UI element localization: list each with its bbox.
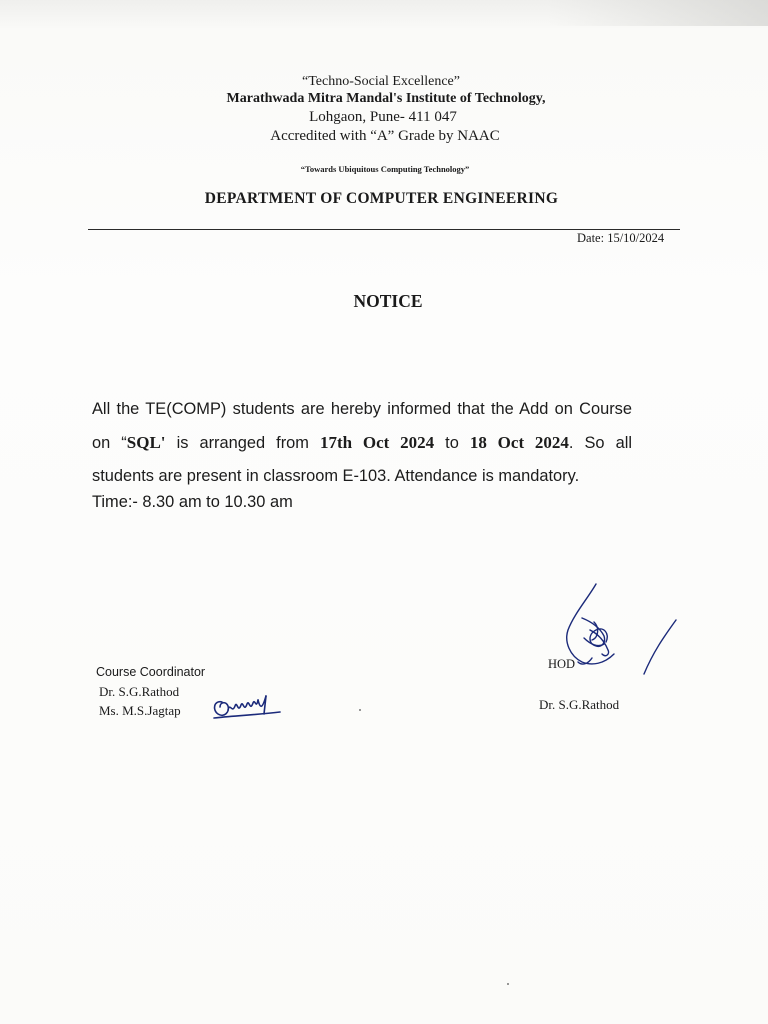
coordinator-name-2: Ms. M.S.Jagtap bbox=[99, 703, 181, 718]
course-name: SQL' bbox=[126, 433, 166, 452]
paper-speck bbox=[359, 709, 361, 711]
coordinator-label: Course Coordinator bbox=[96, 665, 206, 679]
coordinator-signature bbox=[208, 688, 288, 728]
coordinator-block bbox=[96, 663, 205, 720]
start-date: 17th Oct 2024 bbox=[320, 433, 435, 452]
institute-address: Lohgaon, Pune- 411 047 bbox=[309, 109, 457, 125]
line2-suffix: . So all bbox=[568, 434, 633, 452]
notice-time: Time:- 8.30 am to 10.30 am bbox=[92, 493, 293, 511]
line2-prefix: on “ bbox=[92, 434, 127, 452]
paper-speck bbox=[507, 983, 509, 985]
line2-mid: is arranged from bbox=[165, 434, 321, 452]
line2-to: to bbox=[434, 434, 470, 452]
institute-name: Marathwada Mitra Mandal's Institute of Technology, bbox=[226, 91, 546, 106]
notice-date: Date: 15/10/2024 bbox=[577, 231, 665, 245]
notice-line-2 bbox=[92, 426, 632, 460]
notice-body bbox=[92, 393, 632, 493]
notice-line-1: All the TE(COMP) students are hereby informed that the Add on Course bbox=[92, 400, 632, 418]
end-date: 18 Oct 2024 bbox=[469, 433, 569, 452]
letterhead bbox=[0, 74, 768, 208]
accreditation: Accredited with “A” Grade by NAAC bbox=[270, 128, 500, 144]
notice-line-3: students are present in classroom E-103. Attendance is mandatory. bbox=[92, 467, 580, 485]
department-name: DEPARTMENT OF COMPUTER ENGINEERING bbox=[204, 190, 559, 207]
coordinator-name-1: Dr. S.G.Rathod bbox=[99, 684, 180, 699]
institute-tagline: “Towards Ubiquitous Computing Technology” bbox=[300, 164, 470, 174]
institute-motto: “Techno-Social Excellence” bbox=[302, 74, 460, 89]
header-divider bbox=[88, 229, 680, 230]
hod-name: Dr. S.G.Rathod bbox=[539, 697, 620, 712]
notice-title: NOTICE bbox=[353, 291, 423, 311]
scan-shadow bbox=[548, 0, 768, 26]
hod-label: HOD bbox=[548, 657, 576, 671]
